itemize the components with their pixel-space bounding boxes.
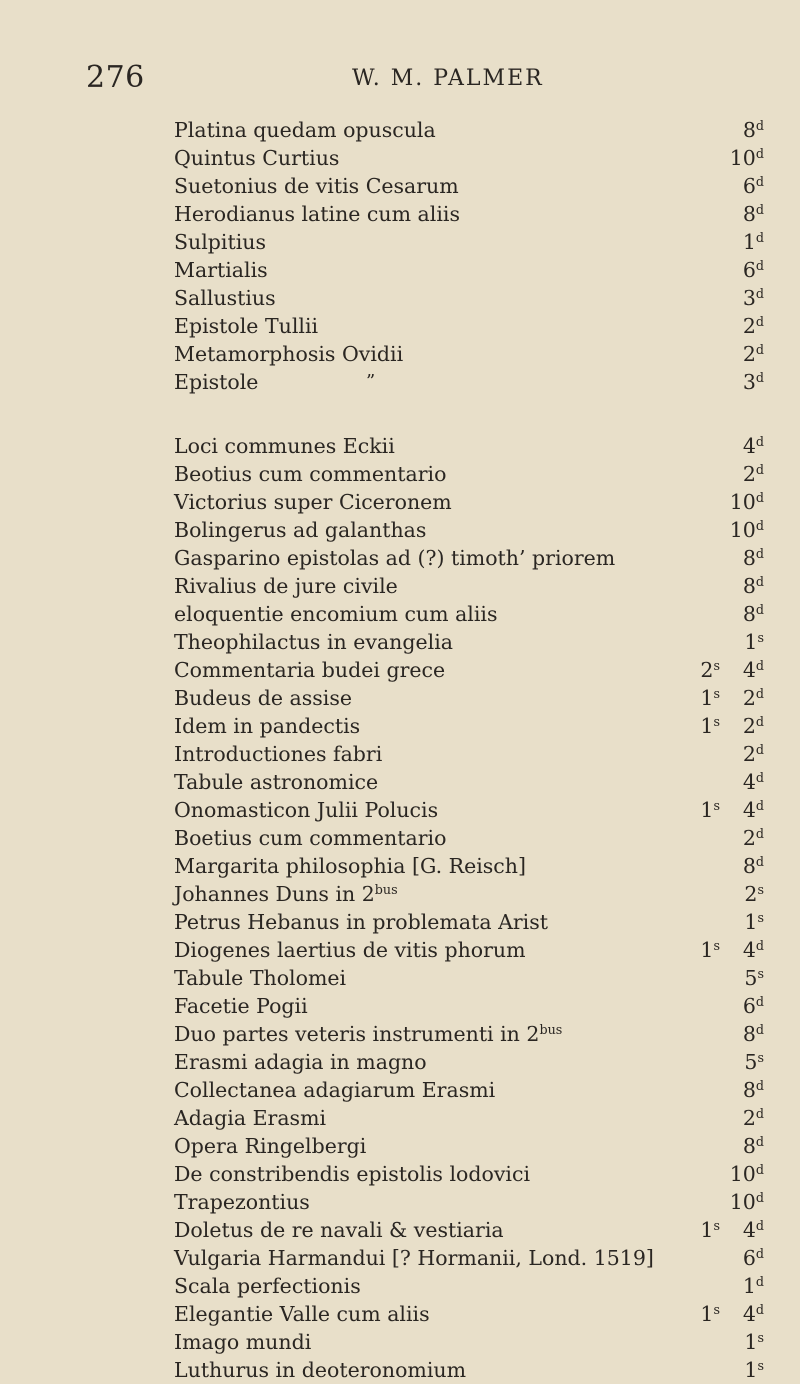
item-title: Gasparino epistolas ad (?) timoth’ priorem: [174, 546, 616, 570]
item-title: Loci communes Eckii: [174, 434, 395, 458]
price-pence: 2$^d$: [742, 462, 764, 486]
list-item: [174, 992, 764, 1020]
unit-mark: d: [755, 574, 764, 590]
list-item: [174, 172, 764, 200]
item-title: Suetonius de vitis Cesarum: [174, 174, 459, 198]
price-pence: 10$^d$: [729, 490, 764, 514]
unit-mark: s: [713, 686, 720, 702]
unit-mark: s: [757, 882, 764, 898]
list-item: [174, 1076, 764, 1104]
item-title: Theophilactus in evangelia: [174, 630, 453, 654]
price-pence: 4$^d$: [742, 658, 764, 682]
unit-mark: d: [755, 286, 764, 302]
price-pence: 8$^d$: [742, 1078, 764, 1102]
unit-mark: d: [755, 770, 764, 786]
item-title: Margarita philosophia [G. Reisch]: [174, 854, 526, 878]
list-item: [174, 488, 764, 516]
list-item: [174, 1104, 764, 1132]
list-item: [174, 852, 764, 880]
unit-mark: d: [755, 1078, 764, 1094]
section-gap: [174, 396, 764, 432]
price-pence: 1$^d$: [742, 230, 764, 254]
list-item: [174, 572, 764, 600]
price-pence: 8$^d$: [742, 1022, 764, 1046]
list-item: [174, 1272, 764, 1300]
price-pence: 10$^d$: [729, 1162, 764, 1186]
item-title: Elegantie Valle cum aliis: [174, 1302, 430, 1326]
list-item: [174, 880, 764, 908]
item-title: Sallustius: [174, 286, 276, 310]
unit-mark: d: [755, 490, 764, 506]
unit-mark: d: [755, 602, 764, 618]
unit-mark: d: [755, 854, 764, 870]
item-title: Tabule Tholomei: [174, 966, 347, 990]
price-shillings: 1$^s$: [744, 1358, 764, 1382]
unit-mark: d: [755, 202, 764, 218]
list-item: [174, 768, 764, 796]
price-pence: 6$^d$: [742, 1246, 764, 1270]
list-item: [174, 340, 764, 368]
item-title: Collectanea adagiarum Erasmi: [174, 1078, 496, 1102]
unit-mark: d: [755, 714, 764, 730]
price-shillings: 2$^s$: [744, 882, 764, 906]
price-pence: 2$^d$: [742, 714, 764, 738]
item-title: eloquentie encomium cum aliis: [174, 602, 498, 626]
list-item: [174, 1020, 764, 1048]
list-item: [174, 544, 764, 572]
price-shillings: 1$^s$: [700, 714, 720, 738]
unit-mark: d: [755, 258, 764, 274]
item-title: Vulgaria Harmandui [? Hormanii, Lond. 1519]: [174, 1246, 654, 1270]
list-item: [174, 368, 764, 396]
list-item: [174, 1216, 764, 1244]
list-item: [174, 1188, 764, 1216]
list-item: [174, 964, 764, 992]
list-item: [174, 256, 764, 284]
unit-mark: d: [755, 658, 764, 674]
price-pence: 8$^d$: [742, 854, 764, 878]
unit-mark: s: [757, 1050, 764, 1066]
list-item: [174, 1160, 764, 1188]
unit-mark: d: [755, 1022, 764, 1038]
price-pence: 4$^d$: [742, 1302, 764, 1326]
item-title: Trapezontius: [174, 1190, 310, 1214]
unit-mark: d: [755, 546, 764, 562]
price-pence: 6$^d$: [742, 994, 764, 1018]
unit-mark: d: [755, 370, 764, 386]
price-shillings: 5$^s$: [744, 966, 764, 990]
unit-mark: d: [755, 686, 764, 702]
price-shillings: 5$^s$: [744, 1050, 764, 1074]
item-title: Tabule astronomice: [174, 770, 379, 794]
item-title: Boetius cum commentario: [174, 826, 447, 850]
unit-mark: d: [755, 742, 764, 758]
item-title: Diogenes laertius de vitis phorum: [174, 938, 526, 962]
unit-mark: d: [755, 314, 764, 330]
unit-mark: s: [757, 1358, 764, 1374]
title-superscript: bus: [374, 882, 398, 898]
item-title: Erasmi adagia in magno: [174, 1050, 427, 1074]
item-title: Herodianus latine cum aliis: [174, 202, 460, 226]
list-item: [174, 1356, 764, 1384]
item-title: Sulpitius: [174, 230, 266, 254]
unit-mark: s: [713, 798, 720, 814]
unit-mark: s: [757, 910, 764, 926]
price-pence: 8$^d$: [742, 546, 764, 570]
unit-mark: d: [755, 1302, 764, 1318]
list-item: [174, 1132, 764, 1160]
price-shillings: 2$^s$: [700, 658, 720, 682]
item-title: Duo partes veteris instrumenti in $2^{bus}$: [174, 1022, 563, 1046]
price-pence: 8$^d$: [742, 202, 764, 226]
price-shillings: 1$^s$: [744, 630, 764, 654]
price-pence: 10$^d$: [729, 146, 764, 170]
price-pence: 2$^d$: [742, 342, 764, 366]
price-pence: 8$^d$: [742, 1134, 764, 1158]
unit-mark: s: [757, 966, 764, 982]
price-pence: 6$^d$: [742, 258, 764, 282]
list-item: [174, 460, 764, 488]
item-title: Commentaria budei grece: [174, 658, 446, 682]
unit-mark: d: [755, 1246, 764, 1262]
item-title: Budeus de assise: [174, 686, 353, 710]
item-title: Johannes Duns in $2^{bus}$: [174, 882, 398, 906]
list-item: [174, 228, 764, 256]
price-pence: 4$^d$: [742, 798, 764, 822]
unit-mark: d: [755, 434, 764, 450]
price-pence: 2$^d$: [742, 1106, 764, 1130]
unit-mark: d: [755, 798, 764, 814]
item-title: Rivalius de jure civile: [174, 574, 398, 598]
price-pence: 8$^d$: [742, 602, 764, 626]
list-item: [174, 312, 764, 340]
unit-mark: d: [755, 1106, 764, 1122]
price-shillings: 1$^s$: [700, 1302, 720, 1326]
price-pence: 4$^d$: [742, 938, 764, 962]
price-shillings: 1$^s$: [744, 1330, 764, 1354]
unit-mark: s: [713, 1218, 720, 1234]
price-pence: 2$^d$: [742, 314, 764, 338]
list-item: [174, 432, 764, 460]
price-pence: 2$^d$: [742, 826, 764, 850]
list-item: [174, 116, 764, 144]
list-item: [174, 796, 764, 824]
item-title: Victorius super Ciceronem: [174, 490, 452, 514]
unit-mark: d: [755, 518, 764, 534]
unit-mark: d: [755, 342, 764, 358]
item-title: Idem in pandectis: [174, 714, 361, 738]
unit-mark: d: [755, 230, 764, 246]
unit-mark: s: [757, 1330, 764, 1346]
page-number: 276: [86, 60, 145, 95]
item-title: Metamorphosis Ovidii: [174, 342, 404, 366]
price-pence: 10$^d$: [729, 518, 764, 542]
item-title: Petrus Hebanus in problemata Arist: [174, 910, 548, 934]
item-title: Epistole Tullii: [174, 314, 319, 338]
price-shillings: 1$^s$: [744, 910, 764, 934]
list-item: [174, 936, 764, 964]
unit-mark: d: [755, 1218, 764, 1234]
price-pence: 4$^d$: [742, 434, 764, 458]
list-item: [174, 1300, 764, 1328]
book-list: [174, 116, 764, 1384]
unit-mark: s: [713, 938, 720, 954]
unit-mark: s: [757, 630, 764, 646]
item-title: Doletus de re navali & vestiaria: [174, 1218, 504, 1242]
list-item: [174, 1328, 764, 1356]
running-head: W. M. PALMER: [352, 66, 544, 91]
unit-mark: d: [755, 826, 764, 842]
item-title: Beotius cum commentario: [174, 462, 447, 486]
list-item: [174, 712, 764, 740]
item-title: Scala perfectionis: [174, 1274, 361, 1298]
item-title: Platina quedam opuscula: [174, 118, 436, 142]
item-title: Introductiones fabri: [174, 742, 383, 766]
unit-mark: d: [755, 462, 764, 478]
price-pence: 10$^d$: [729, 1190, 764, 1214]
price-pence: 1$^d$: [742, 1274, 764, 1298]
unit-mark: s: [713, 1302, 720, 1318]
list-item: [174, 1244, 764, 1272]
price-shillings: 1$^s$: [700, 798, 720, 822]
unit-mark: s: [713, 714, 720, 730]
item-title: Onomasticon Julii Polucis: [174, 798, 439, 822]
list-item: [174, 144, 764, 172]
list-item: [174, 824, 764, 852]
item-title: De constribendis epistolis lodovici: [174, 1162, 530, 1186]
list-item: [174, 684, 764, 712]
price-pence: 2$^d$: [742, 686, 764, 710]
list-item: [174, 200, 764, 228]
item-title: Epistole: [174, 370, 259, 394]
item-title: Facetie Pogii: [174, 994, 308, 1018]
item-title: Quintus Curtius: [174, 146, 340, 170]
list-item: [174, 656, 764, 684]
price-shillings: 1$^s$: [700, 1218, 720, 1242]
list-item: [174, 516, 764, 544]
item-title: Martialis: [174, 258, 268, 282]
list-item: [174, 740, 764, 768]
title-superscript: bus: [539, 1022, 563, 1038]
list-item: [174, 908, 764, 936]
list-item: [174, 284, 764, 312]
price-pence: 8$^d$: [742, 118, 764, 142]
unit-mark: d: [755, 938, 764, 954]
price-shillings: 1$^s$: [700, 938, 720, 962]
unit-mark: d: [755, 1190, 764, 1206]
unit-mark: d: [755, 146, 764, 162]
list-item: [174, 628, 764, 656]
unit-mark: d: [755, 994, 764, 1010]
price-pence: 3$^d$: [742, 370, 764, 394]
price-pence: 2$^d$: [742, 742, 764, 766]
unit-mark: d: [755, 174, 764, 190]
list-item: [174, 1048, 764, 1076]
unit-mark: d: [755, 1134, 764, 1150]
unit-mark: d: [755, 1274, 764, 1290]
item-title: Imago mundi: [174, 1330, 312, 1354]
price-pence: 4$^d$: [742, 770, 764, 794]
price-shillings: 1$^s$: [700, 686, 720, 710]
item-title: Bolingerus ad galanthas: [174, 518, 427, 542]
price-pence: 6$^d$: [742, 174, 764, 198]
item-title: Adagia Erasmi: [174, 1106, 327, 1130]
list-item: [174, 600, 764, 628]
price-pence: 8$^d$: [742, 574, 764, 598]
ditto-mark: ”: [366, 371, 376, 392]
item-title: Opera Ringelbergi: [174, 1134, 367, 1158]
item-title: Luthurus in deoteronomium: [174, 1358, 467, 1382]
price-pence: 4$^d$: [742, 1218, 764, 1242]
unit-mark: d: [755, 1162, 764, 1178]
unit-mark: d: [755, 118, 764, 134]
unit-mark: s: [713, 658, 720, 674]
price-pence: 3$^d$: [742, 286, 764, 310]
